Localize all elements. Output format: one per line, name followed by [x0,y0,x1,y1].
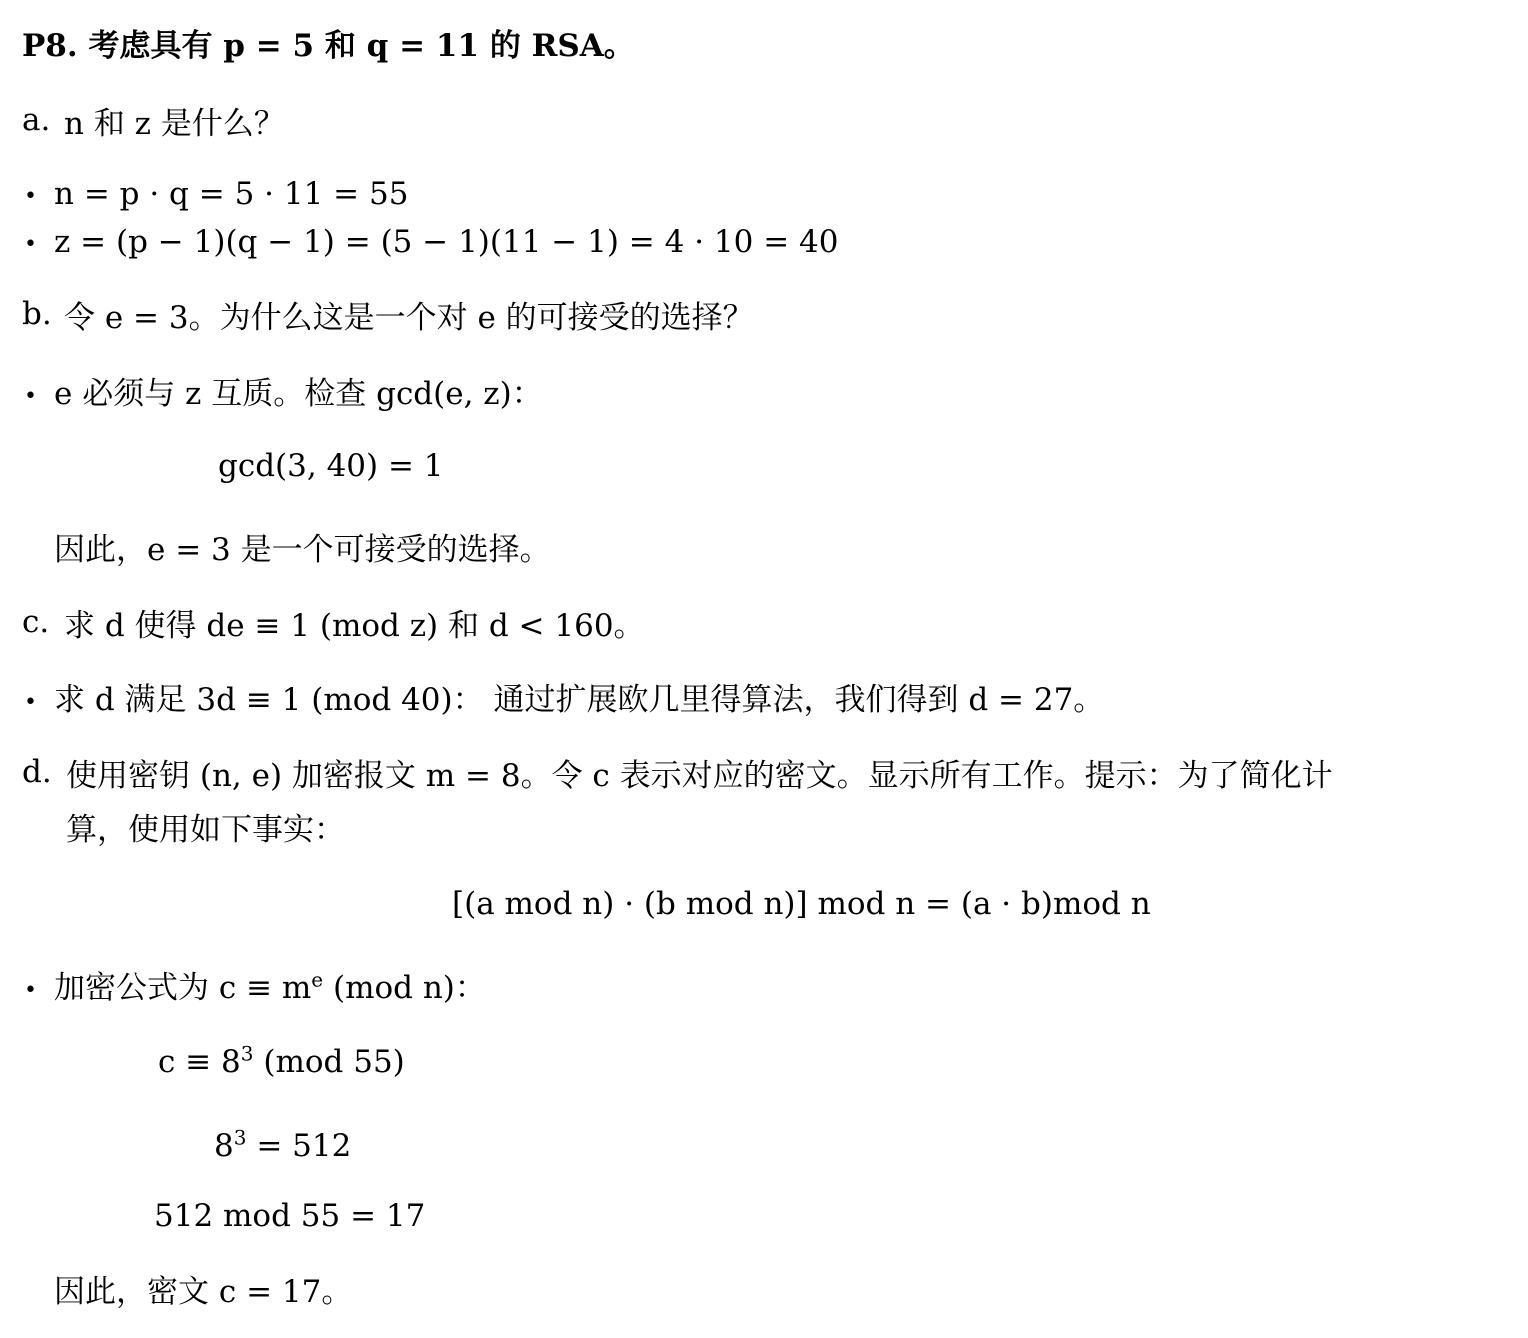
part-d-step2-exponent: 3 [233,1125,247,1150]
part-d-question-line1: 使用密钥 (n, e) 加密报文 m = 8。令 c 表示对应的密文。显示所有工作。提示：为了简化计 [66,758,1333,794]
part-a-bullet-n: n = p · q = 5 · 11 = 55 [54,176,409,212]
bullet-dot: • [24,384,37,409]
part-b-gcd-formula: gcd(3, 40) = 1 [218,448,444,484]
part-c-bullet: 求 d 满足 3d ≡ 1 (mod 40)： 通过扩展欧几里得算法，我们得到 d = 27。 [54,682,1105,718]
part-c-question: 求 d 使得 de ≡ 1 (mod z) 和 d < 160。 [64,608,645,644]
part-d-step1-exponent: 3 [240,1041,254,1066]
bullet-dot: • [24,184,37,209]
part-d-bullet-exponent: e [311,967,324,992]
part-d-step2-tail: = 512 [246,1128,352,1164]
part-d-question-line2: 算，使用如下事实： [66,812,345,848]
part-d-step1-tail: (mod 55) [253,1044,405,1080]
part-d-label: d. [22,754,52,790]
problem-title: P8. 考虑具有 p = 5 和 q = 11 的 RSA。 [22,28,635,64]
part-c-label: c. [22,604,50,640]
part-a-label: a. [22,102,51,138]
part-a-question: n 和 z 是什么？ [64,106,285,142]
part-d-step1 [158,1041,405,1081]
part-d-step3: 512 mod 55 = 17 [154,1198,426,1234]
part-d-bullet [54,967,486,1007]
part-d-conclusion: 因此，密文 c = 17。 [54,1274,353,1310]
part-b-conclusion: 因此，e = 3 是一个可接受的选择。 [54,532,551,568]
bullet-dot: • [24,232,37,257]
part-d-step2 [214,1125,352,1165]
bullet-dot: • [24,690,37,715]
part-d-step2-main: 8 [214,1128,234,1164]
part-b-bullet: e 必须与 z 互质。检查 gcd(e, z)： [54,376,543,412]
part-b-question: 令 e = 3。为什么这是一个对 e 的可接受的选择？ [64,300,754,336]
part-a-bullet-z: z = (p − 1)(q − 1) = (5 − 1)(11 − 1) = 4 · 10 = 40 [54,224,839,260]
part-d-hint-formula: [(a mod n) · (b mod n)] mod n = (a · b)mod n [452,886,1151,922]
part-b-label: b. [22,296,52,332]
bullet-dot: • [24,978,37,1003]
part-d-bullet-text: 加密公式为 c ≡ m [54,970,312,1006]
part-d-bullet-tail: (mod n)： [323,970,486,1006]
part-d-step1-main: c ≡ 8 [158,1044,241,1080]
